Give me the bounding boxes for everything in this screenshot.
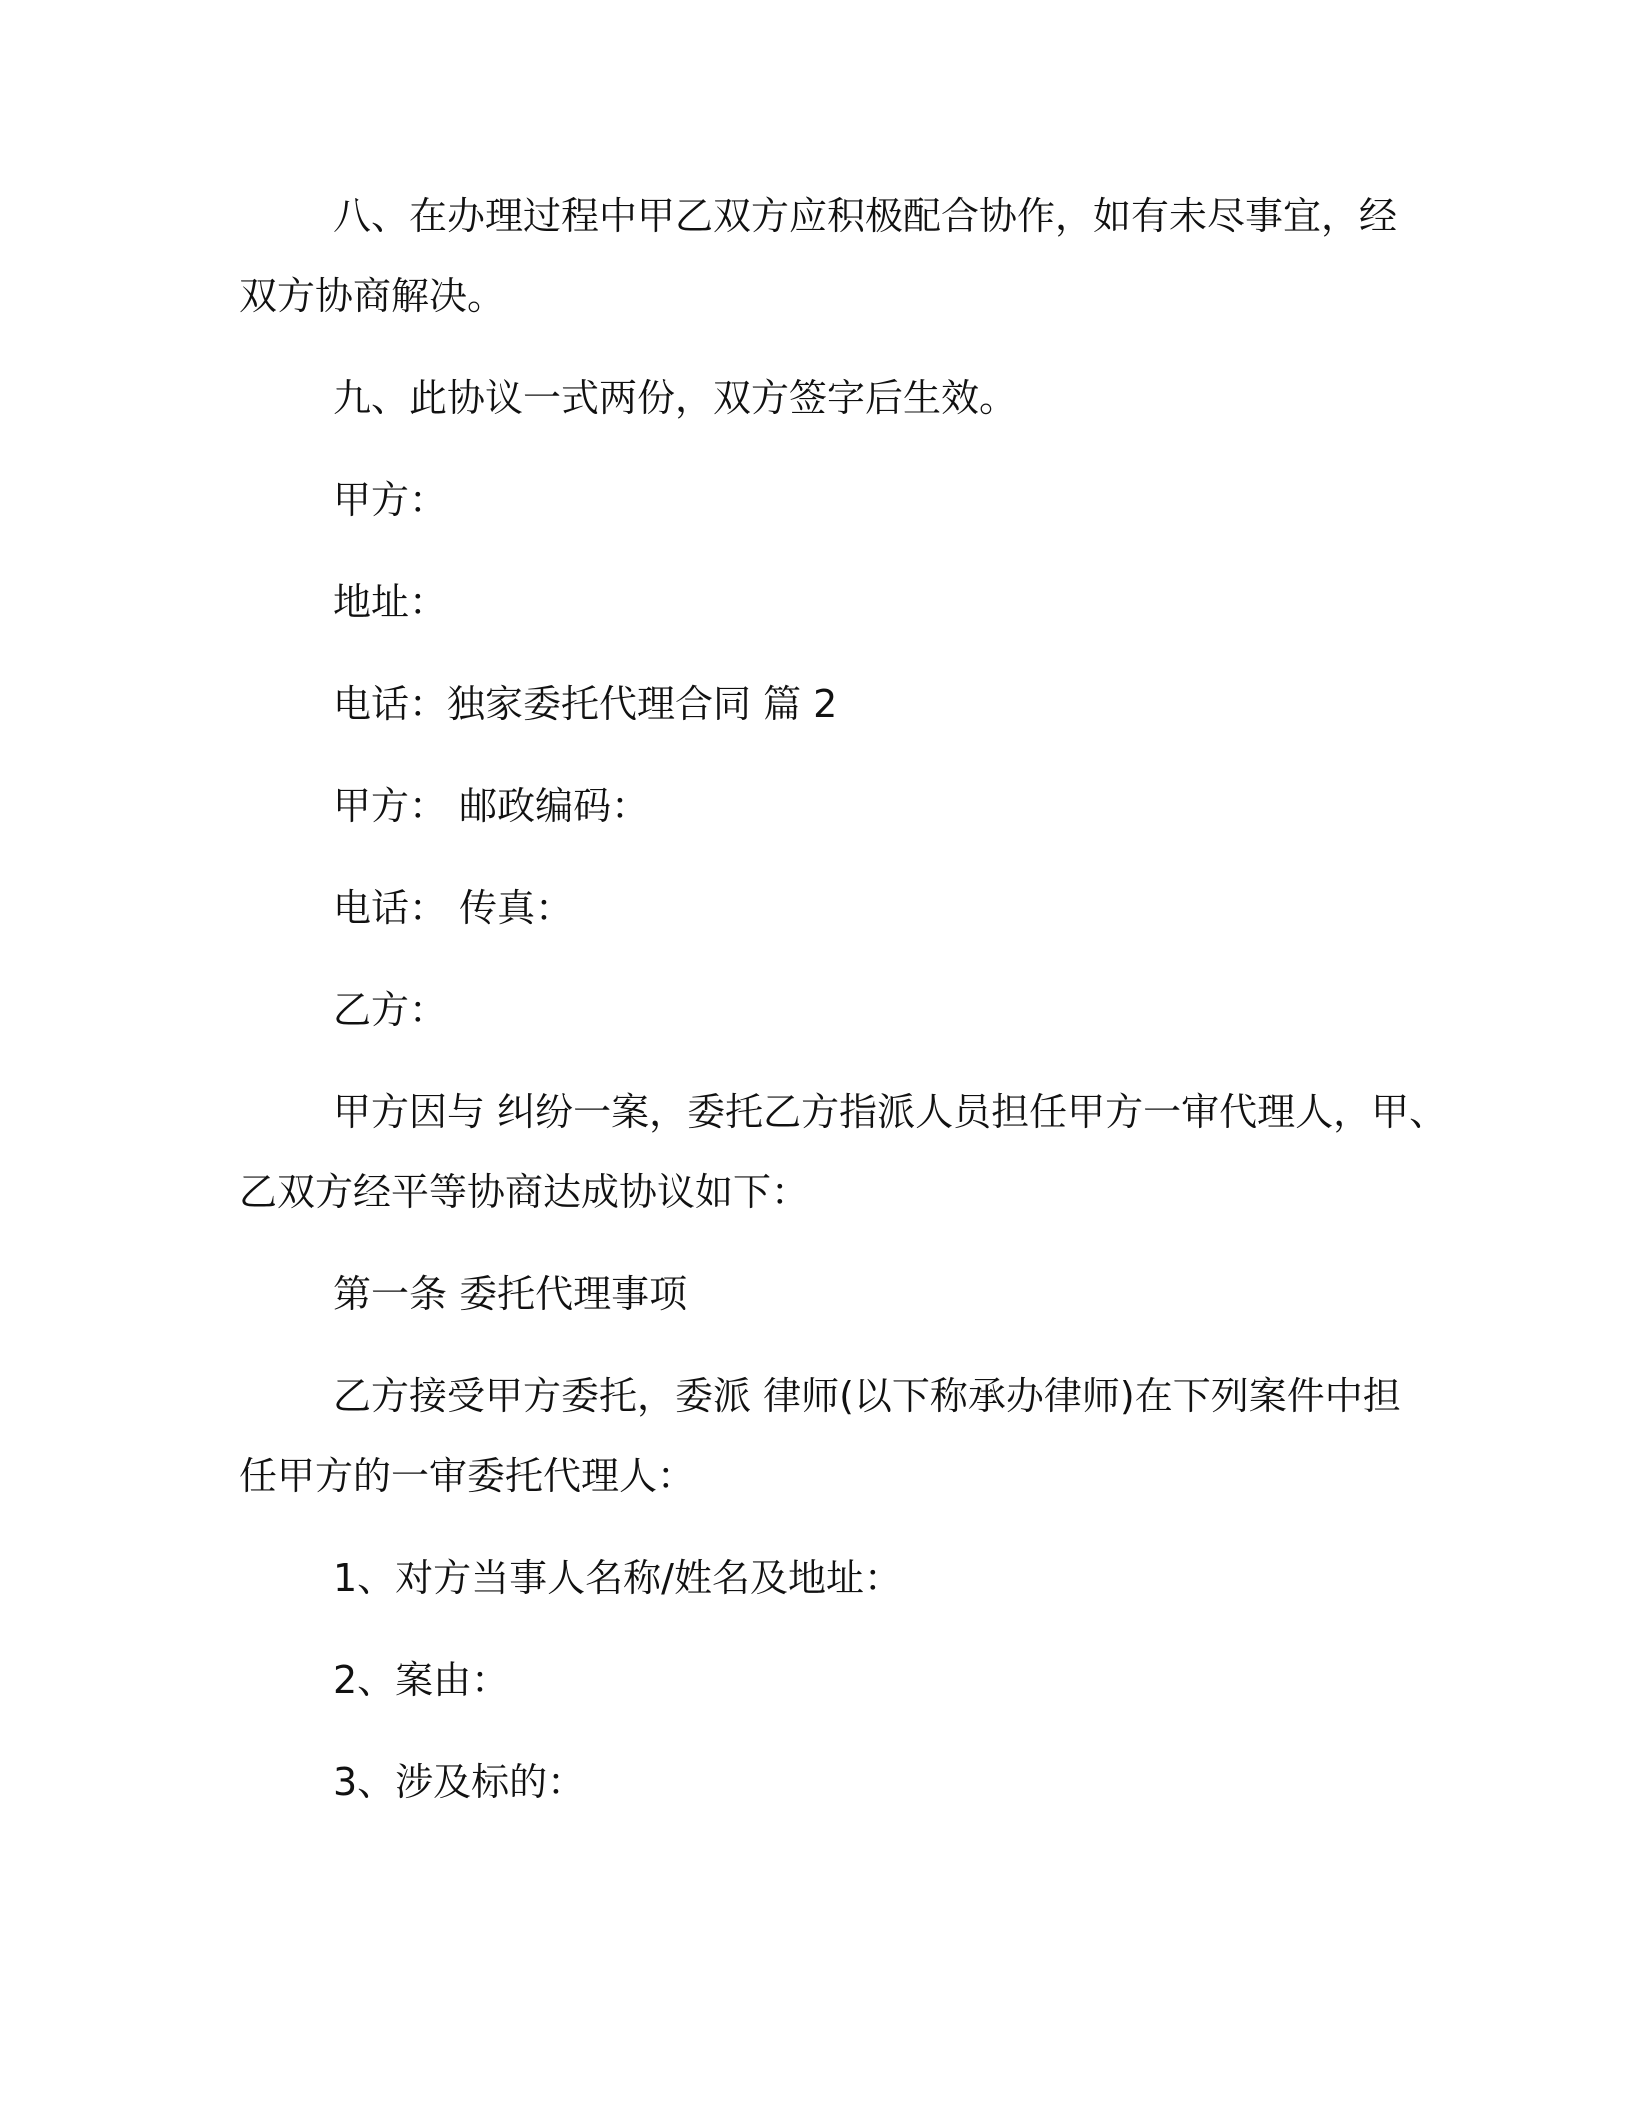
phone-fax-field: 电话： 传真： (333, 886, 574, 930)
item-2: 2、案由： (333, 1658, 510, 1702)
party-a-postal-code-field: 甲方： 邮政编码： (333, 784, 650, 828)
article-1-heading: 第一条 委托代理事项 (333, 1272, 688, 1316)
intro-line-2: 乙双方经平等协商达成协议如下： (239, 1170, 810, 1214)
phone-and-contract-title: 电话：独家委托代理合同 篇 2 (333, 682, 838, 726)
article-1-line-2: 任甲方的一审委托代理人： (239, 1454, 696, 1498)
party-b-field: 乙方： (333, 988, 448, 1032)
clause-8-line-1: 八、在办理过程中甲乙双方应积极配合协作，如有未尽事宜，经 (333, 194, 1398, 238)
item-1: 1、对方当事人名称/姓名及地址： (333, 1556, 902, 1600)
intro-line-1: 甲方因与 纠纷一案，委托乙方指派人员担任甲方一审代理人，甲、 (333, 1090, 1448, 1134)
article-1-line-1: 乙方接受甲方委托，委派 律师(以下称承办律师)在下列案件中担 (333, 1374, 1401, 1418)
address-field: 地址： (333, 580, 448, 624)
clause-8-line-2: 双方协商解决。 (239, 274, 506, 318)
clause-9: 九、此协议一式两份，双方签字后生效。 (333, 376, 1018, 420)
item-3: 3、涉及标的： (333, 1760, 586, 1804)
party-a-field: 甲方： (333, 478, 448, 522)
